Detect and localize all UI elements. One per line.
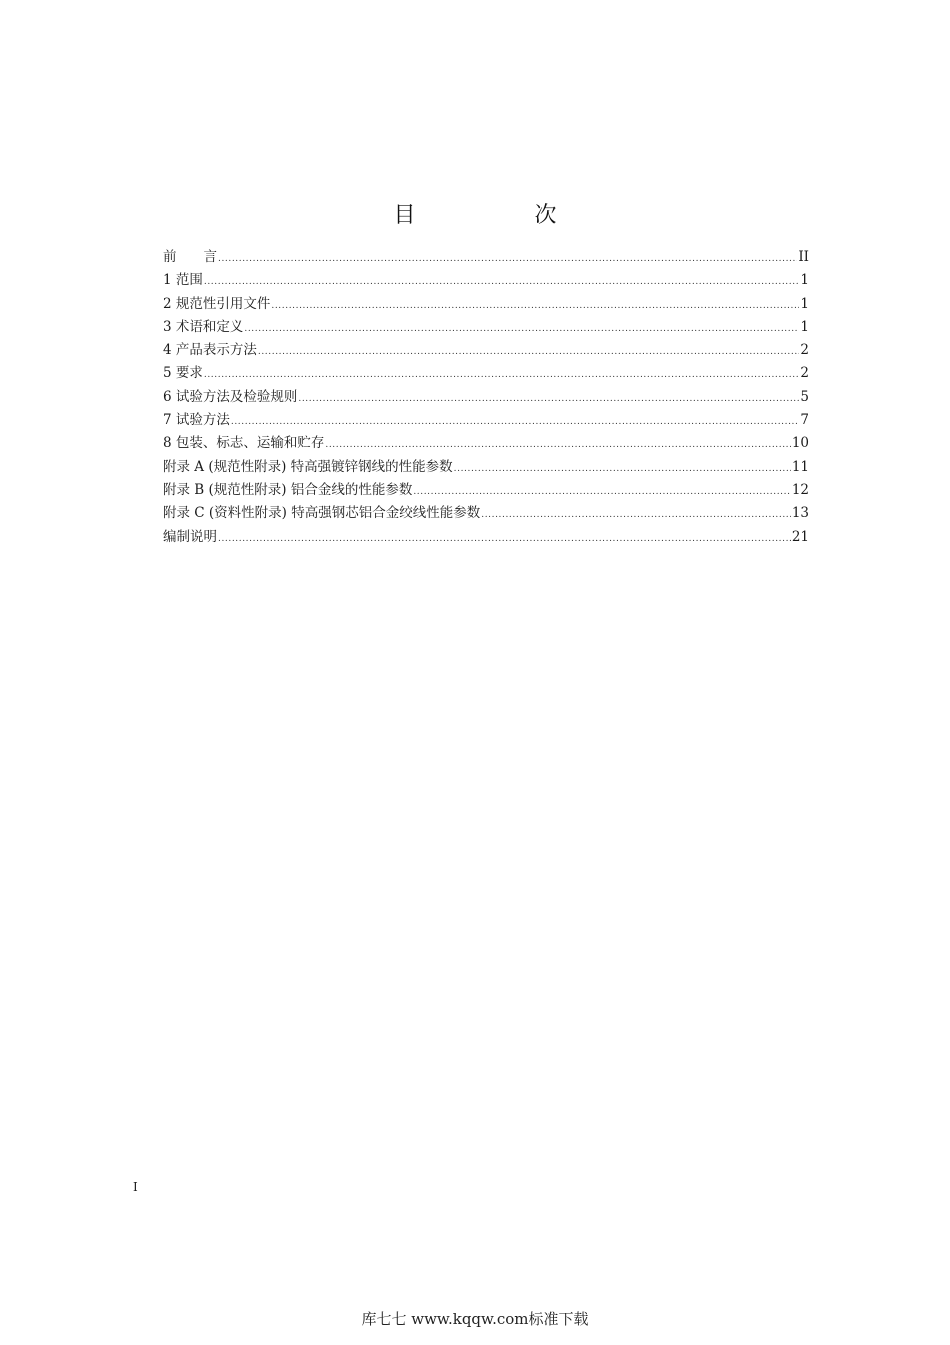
- toc-leader-dots: [298, 388, 799, 411]
- toc-entry-text: 3 术语和定义: [163, 318, 244, 335]
- toc-entry-test-methods[interactable]: [163, 409, 809, 432]
- toc-entry-text: 1 范围: [163, 272, 203, 289]
- toc-entry-page: 13: [791, 505, 809, 522]
- toc-entry-scope[interactable]: [163, 269, 809, 292]
- toc-leader-dots: [454, 458, 791, 481]
- footer-watermark: 库七七 www.kqqw.com标准下载: [361, 1310, 589, 1328]
- toc-leader-dots: [258, 341, 800, 364]
- table-of-contents: [163, 246, 809, 549]
- toc-leader-dots: [413, 481, 790, 504]
- toc-leader-dots: [244, 318, 799, 341]
- toc-entry-test-methods-inspection[interactable]: [163, 386, 809, 409]
- toc-entry-page: 1: [800, 318, 809, 335]
- toc-entry-text: 前 言: [163, 249, 217, 265]
- toc-entry-text: 编制说明: [163, 528, 217, 545]
- toc-leader-dots: [481, 504, 791, 527]
- toc-entry-text: 6 试验方法及检验规则: [163, 388, 298, 405]
- toc-leader-dots: [218, 248, 797, 271]
- toc-entry-page: 1: [800, 295, 809, 312]
- toc-entry-compilation-notes[interactable]: [163, 526, 809, 549]
- toc-entry-text: 附录 B (规范性附录) 铝合金线的性能参数: [163, 481, 413, 498]
- toc-leader-dots: [231, 411, 800, 434]
- toc-entry-text: 附录 C (资料性附录) 特高强钢芯铝合金绞线性能参数: [163, 505, 481, 522]
- toc-entry-page: 11: [791, 458, 809, 475]
- toc-entry-foreword[interactable]: [163, 246, 809, 269]
- toc-entry-page: 1: [800, 272, 809, 289]
- toc-entry-packaging-marking[interactable]: [163, 432, 809, 455]
- toc-leader-dots: [204, 271, 800, 294]
- toc-entry-page: 12: [791, 481, 809, 498]
- toc-leader-dots: [325, 434, 790, 457]
- toc-entry-page: 5: [800, 388, 809, 405]
- toc-entry-text: 8 包装、标志、运输和贮存: [163, 435, 325, 452]
- toc-entry-annex-c[interactable]: [163, 502, 809, 525]
- toc-entry-text: 7 试验方法: [163, 412, 230, 429]
- toc-entry-page: 2: [800, 342, 809, 359]
- toc-entry-text: 2 规范性引用文件: [163, 295, 271, 312]
- toc-leader-dots: [218, 528, 791, 551]
- toc-entry-requirements[interactable]: [163, 362, 809, 385]
- toc-title: 目 次: [393, 203, 613, 228]
- toc-entry-normative-references[interactable]: [163, 293, 809, 316]
- toc-entry-product-designation[interactable]: [163, 339, 809, 362]
- page-number: I: [133, 1180, 138, 1194]
- toc-entry-text: 5 要求: [163, 365, 203, 382]
- toc-entry-page: 2: [800, 365, 809, 382]
- toc-entry-page: 21: [791, 528, 809, 545]
- toc-entry-annex-a[interactable]: [163, 456, 809, 479]
- toc-entry-page: 7: [800, 412, 809, 429]
- toc-entry-terms-definitions[interactable]: [163, 316, 809, 339]
- toc-entry-text: 附录 A (规范性附录) 特高强镀锌钢线的性能参数: [163, 458, 453, 475]
- toc-entry-annex-b[interactable]: [163, 479, 809, 502]
- toc-leader-dots: [204, 364, 800, 387]
- toc-entry-text: 4 产品表示方法: [163, 342, 257, 359]
- toc-leader-dots: [271, 295, 799, 318]
- toc-entry-page: 10: [791, 435, 809, 452]
- toc-entry-page: II: [798, 249, 809, 265]
